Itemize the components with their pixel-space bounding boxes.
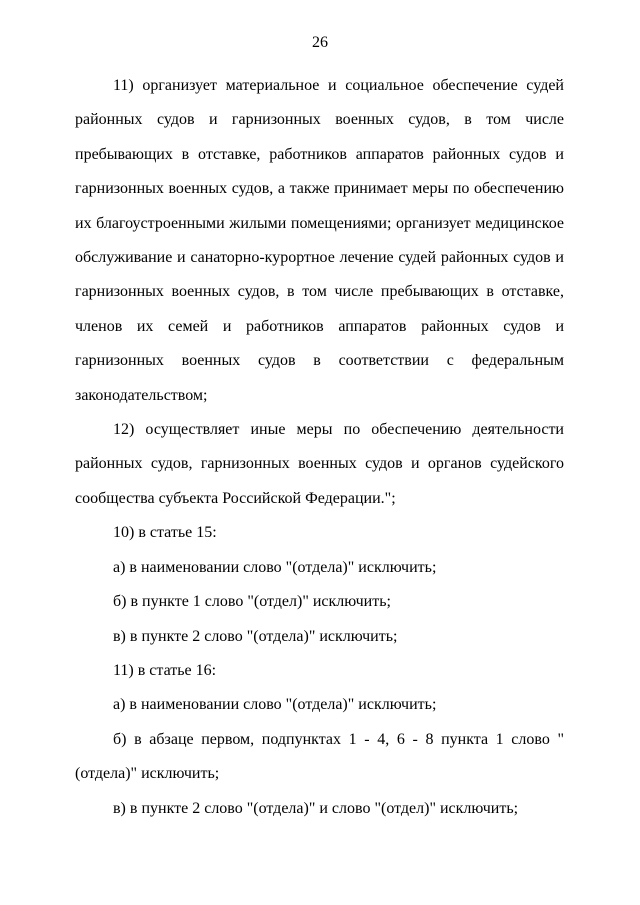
paragraph-item-11-support: 11) организует материальное и социальное обеспечение судей районных судов и гарнизонных военных судов, в том числе пребывающих в отставке, работников аппаратов районных судов и гарнизонных военных судов, а также принимает меры по обеспечению их благоустроенными жилыми помещениями; организует медицинское обслуживание и санаторно-курортное лечение судей районных судов и гарнизонных военных судов, в том числе пребывающих в отставке, членов их семей и работников аппаратов районных судов и гарнизонных военных судов в соответствии с федеральным законодательством; bbox=[75, 77, 564, 404]
paragraph-article-16-v: в) в пункте 2 слово "(отдела)" и слово "(отдел)" исключить; bbox=[113, 799, 519, 817]
paragraph-item-12-other-measures: 12) осуществляет иные меры по обеспечению деятельности районных судов, гарнизонных военных судов и органов судейского сообщества субъекта Российской Федерации."; bbox=[75, 421, 564, 507]
paragraph-article-15-v: в) в пункте 2 слово "(отдела)" исключить; bbox=[113, 627, 398, 645]
paragraph-article-15: 10) в статье 15: bbox=[113, 524, 217, 542]
page-number: 26 bbox=[312, 34, 328, 51]
paragraph-article-15-a: а) в наименовании слово "(отдела)" исключить; bbox=[113, 558, 437, 576]
document-body bbox=[75, 69, 564, 826]
paragraph-article-16: 11) в статье 16: bbox=[113, 661, 217, 679]
paragraph-article-15-b: б) в пункте 1 слово "(отдел)" исключить; bbox=[113, 593, 391, 611]
paragraph-article-16-a: а) в наименовании слово "(отдела)" исключить; bbox=[113, 696, 437, 714]
paragraph-article-16-b: б) в абзаце первом, подпунктах 1 - 4, 6 - 8 пункта 1 слово "(отдела)" исключить; bbox=[75, 730, 564, 783]
